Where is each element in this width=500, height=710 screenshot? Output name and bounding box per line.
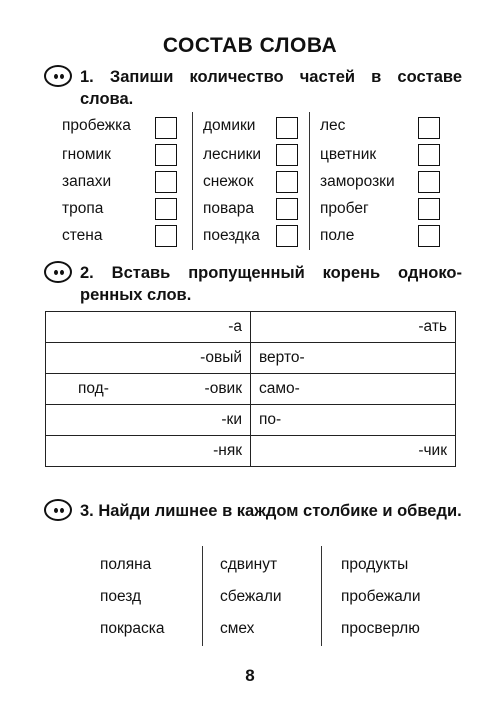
word[interactable]: пробежали [341,588,421,605]
column-divider [321,546,322,646]
left-cell[interactable] [46,436,251,467]
answer-box[interactable] [418,225,440,247]
eyes-icon [44,65,72,87]
word: гномик [62,146,111,163]
word[interactable]: смех [220,620,255,637]
answer-box[interactable] [276,198,298,220]
answer-box[interactable] [155,144,177,166]
answer-box[interactable] [418,144,440,166]
answer-box[interactable] [155,198,177,220]
right-cell[interactable] [251,312,456,343]
word[interactable]: просверлю [341,620,420,637]
answer-box[interactable] [276,144,298,166]
table-row [46,436,456,467]
suffix: -овик [204,380,242,397]
word: тропа [62,200,104,217]
table-row [46,343,456,374]
prefix: само- [259,380,300,397]
answer-box[interactable] [155,117,177,139]
eyes-icon [44,499,72,521]
answer-box[interactable] [418,117,440,139]
suffix: -а [228,318,242,335]
column-divider [192,112,193,250]
answer-box[interactable] [418,171,440,193]
left-cell[interactable] [46,405,251,436]
answer-box[interactable] [155,171,177,193]
word[interactable]: поляна [100,556,152,573]
word: пробег [320,200,369,217]
word[interactable]: поезд [100,588,142,605]
right-cell[interactable] [251,343,456,374]
word: запахи [62,173,112,190]
word: цветник [320,146,377,163]
prefix: под- [78,380,109,397]
word: пробежка [62,117,131,134]
word: стена [62,227,103,244]
task-3-text: 3. Найди лишнее в каждом столбике и обведи. [80,502,462,520]
word: домики [203,117,256,134]
right-cell[interactable] [251,405,456,436]
table-row [46,374,456,405]
answer-box[interactable] [418,198,440,220]
right-cell[interactable] [251,374,456,405]
page-title: СОСТАВ СЛОВА [162,34,338,57]
column-divider [309,112,310,250]
column-divider [202,546,203,646]
answer-box[interactable] [276,171,298,193]
eyes-icon [44,261,72,283]
word: поездка [203,227,260,244]
suffix: -няк [213,442,242,459]
left-cell[interactable] [46,374,251,405]
task-3-heading [44,500,462,522]
word: лесники [203,146,262,163]
right-cell[interactable] [251,436,456,467]
word[interactable]: сбежали [220,588,282,605]
page-number: 8 [245,666,255,685]
word: повара [203,200,254,217]
left-cell[interactable] [46,343,251,374]
answer-box[interactable] [155,225,177,247]
suffix: -чик [418,442,447,459]
prefix: по- [259,411,282,428]
table-row [46,312,456,343]
table-row [46,405,456,436]
suffix: -ки [221,411,242,428]
left-cell[interactable] [46,312,251,343]
word: заморозки [320,173,395,190]
roots-table [45,311,456,467]
task-1-text: 1. Запиши количество частей в составе слова. [80,68,462,108]
word[interactable]: продукты [341,556,409,573]
suffix: -овый [200,349,242,366]
task-2-text: 2. Вставь пропущенный корень одноко-ренных слов. [80,264,462,304]
suffix: -ать [418,318,447,335]
word: поле [320,227,355,244]
word: снежок [203,173,254,190]
word[interactable]: покраска [100,620,165,637]
answer-box[interactable] [276,225,298,247]
task-1-heading [44,66,462,110]
prefix: верто- [259,349,305,366]
word[interactable]: сдвинут [220,556,278,573]
task-2-heading [44,262,462,306]
answer-box[interactable] [276,117,298,139]
word: лес [320,117,346,134]
